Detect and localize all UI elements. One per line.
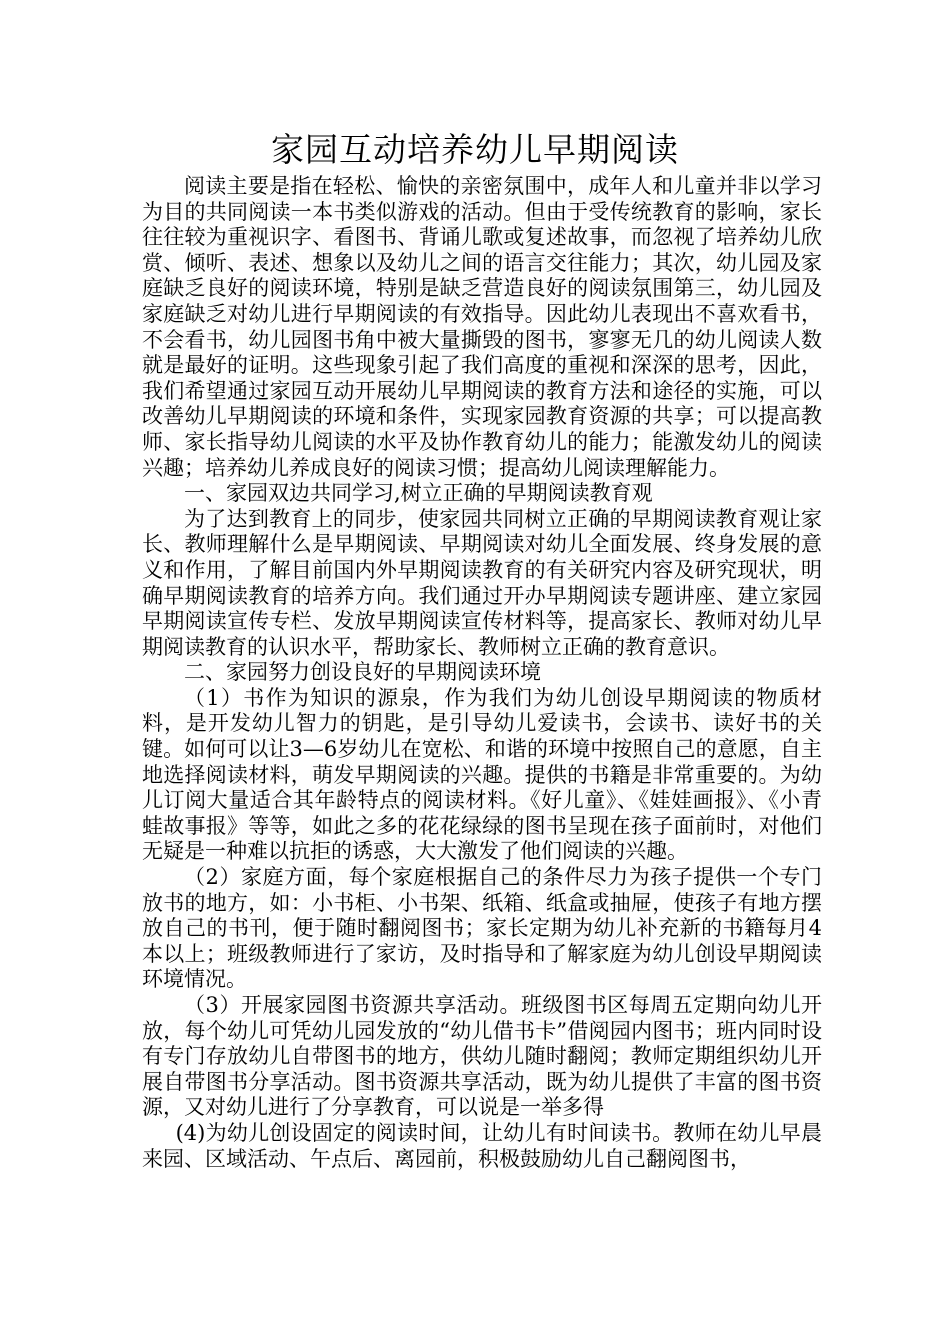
item-2-paragraph: （2）家庭方面，每个家庭根据自己的条件尽力为孩子提供一个专门放书的地方，如：小书柜、小书架、纸箱、纸盒或抽屉，使孩子有地方摆放自己的书刊，便于随时翻阅图书；家长定期为幼儿补充新的书籍每月4本以上；班级教师进行了家访，及时指导和了解家庭为幼儿创设早期阅读环境情况。 (142, 865, 822, 992)
item-3-paragraph: （3）开展家园图书资源共享活动。班级图书区每周五定期向幼儿开放，每个幼儿可凭幼儿园发放的“幼儿借书卡”借阅园内图书；班内同时设有专门存放幼儿自带图书的地方，供幼儿随时翻阅；教师定期组织幼儿开展自带图书分享活动。图书资源共享活动，既为幼儿提供了丰富的图书资源，又对幼儿进行了分享教育，可以说是一举多得 (142, 993, 822, 1120)
item-1-paragraph: （1）书作为知识的源泉，作为我们为幼儿创设早期阅读的物质材料，是开发幼儿智力的钥匙，是引导幼儿爱读书，会读书、读好书的关键。如何可以让3—6岁幼儿在宽松、和谐的环境中按照自己的意愿，自主地选择阅读材料，萌发早期阅读的兴趣。提供的书籍是非常重要的。为幼儿订阅大量适合其年龄特点的阅读材料。《好儿童》、《娃娃画报》、《小青蛙故事报》等等，如此之多的花花绿绿的图书呈现在孩子面前时，对他们无疑是一种难以抗拒的诱惑，大大激发了他们阅读的兴趣。 (142, 685, 822, 864)
item-4-paragraph: (4)为幼儿创设固定的阅读时间，让幼儿有时间读书。教师在幼儿早晨来园、区域活动、午点后、离园前，积极鼓励幼儿自己翻阅图书， (142, 1120, 822, 1171)
section-1-paragraph: 为了达到教育上的同步，使家园共同树立正确的早期阅读教育观让家长、教师理解什么是早期阅读、早期阅读对幼儿全面发展、终身发展的意义和作用，了解目前国内外早期阅读教育的有关研究内容及研究现状，明确早期阅读教育的培养方向。我们通过开办早期阅读专题讲座、建立家园早期阅读宣传专栏、发放早期阅读宣传材料等，提高家长、教师对幼儿早期阅读教育的认识水平，帮助家长、教师树立正确的教育意识。 (142, 506, 822, 659)
section-heading-2: 二、家园努力创设良好的早期阅读环境 (184, 660, 541, 685)
section-heading-1: 一、家园双边共同学习,树立正确的早期阅读教育观 (184, 481, 653, 506)
document-title: 家园互动培养幼儿早期阅读 (271, 130, 679, 169)
intro-paragraph: 阅读主要是指在轻松、愉快的亲密氛围中，成年人和儿童并非以学习为目的共同阅读一本书类似游戏的活动。但由于受传统教育的影响，家长往往较为重视识字、看图书、背诵儿歌或复述故事，而忽视了培养幼儿欣赏、倾听、表述、想象以及幼儿之间的语言交往能力；其次，幼儿园及家庭缺乏良好的阅读环境，特别是缺乏营造良好的阅读氛围第三，幼儿园及家庭缺乏对幼儿进行早期阅读的有效指导。因此幼儿表现出不喜欢看书，不会看书，幼儿园图书角中被大量撕毁的图书，寥寥无几的幼儿阅读人数就是最好的证明。这些现象引起了我们高度的重视和深深的思考，因此，我们希望通过家园互动开展幼儿早期阅读的教育方法和途径的实施，可以改善幼儿早期阅读的环境和条件，实现家园教育资源的共享；可以提高教师、家长指导幼儿阅读的水平及协作教育幼儿的能力；能激发幼儿的阅读兴趣；培养幼儿养成良好的阅读习惯；提高幼儿阅读理解能力。 (142, 174, 822, 480)
document-body (142, 174, 822, 1172)
